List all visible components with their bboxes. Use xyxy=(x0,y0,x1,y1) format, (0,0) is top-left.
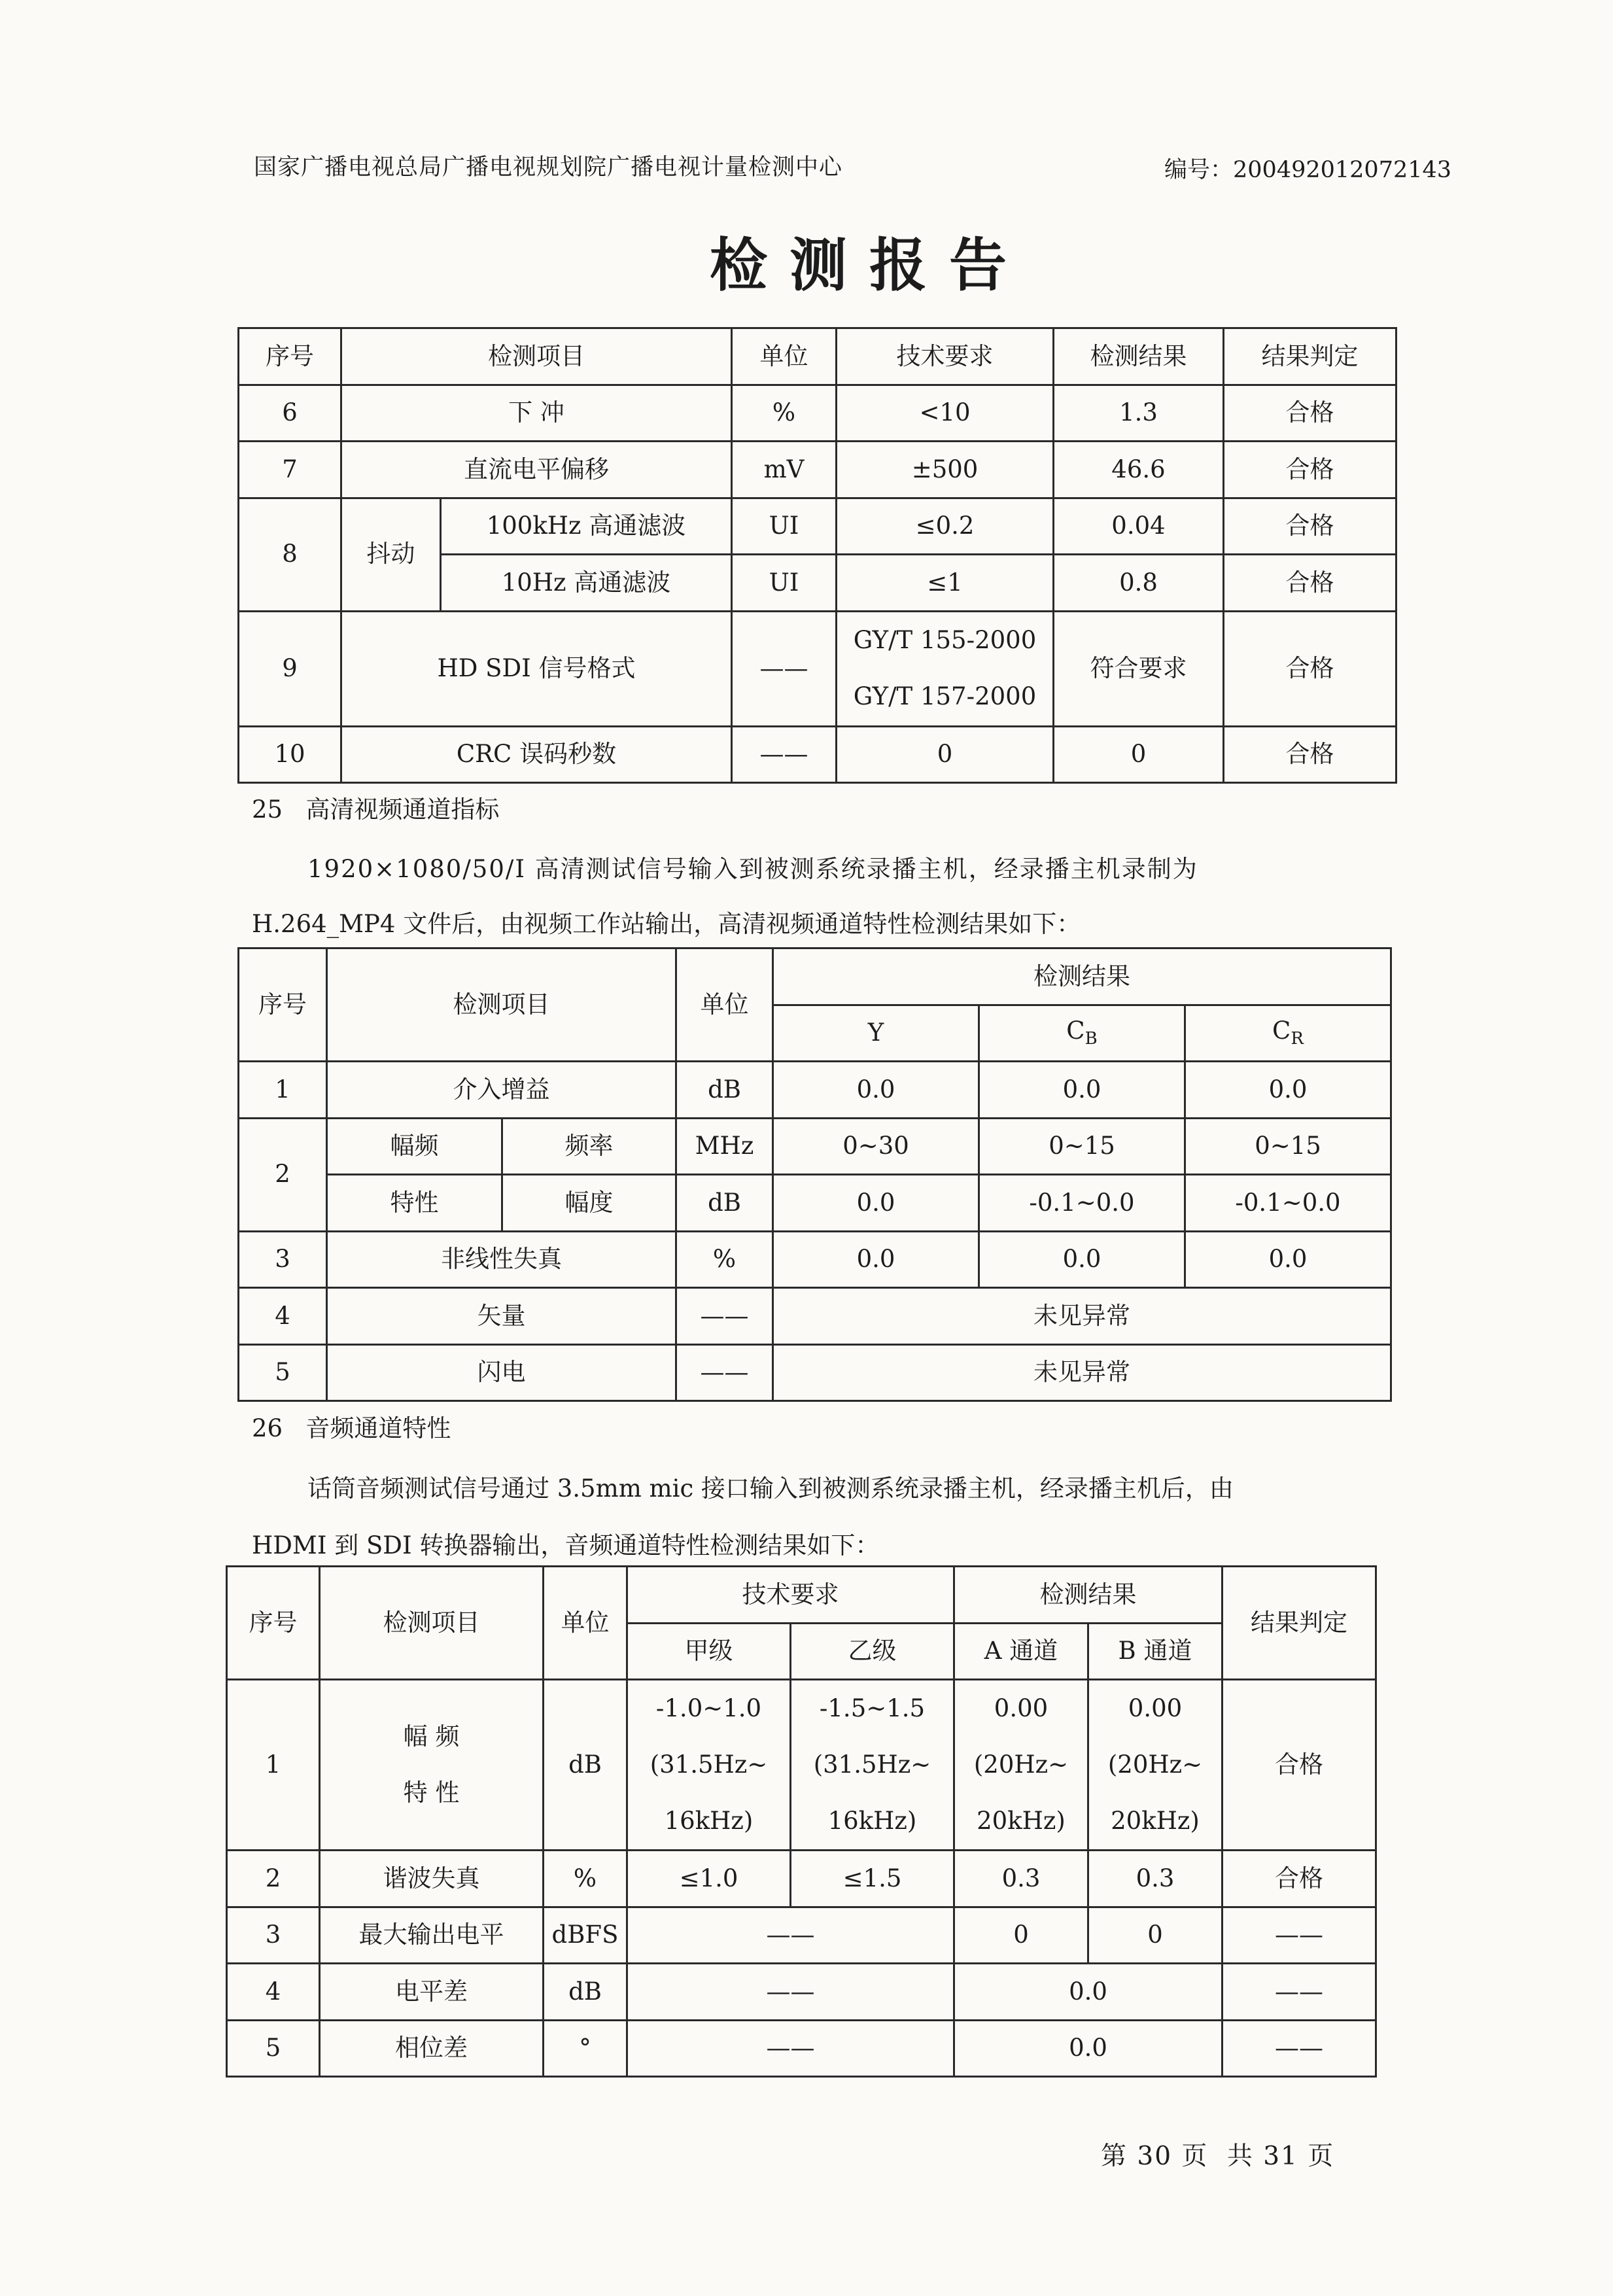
test-item: 矢量 xyxy=(327,1288,676,1345)
unit-cell: % xyxy=(544,1851,627,1907)
table-row xyxy=(227,1964,1376,2021)
cell-line: 20kHz) xyxy=(1111,1807,1200,1835)
table-header-row xyxy=(239,328,1396,385)
table-header-row xyxy=(227,1567,1376,1624)
test-item: 幅度 xyxy=(502,1175,676,1232)
header-cell: 检测项目 xyxy=(341,328,732,385)
result-channel-a: 0.3 xyxy=(954,1851,1088,1907)
test-item: 相位差 xyxy=(320,2020,544,2077)
test-item: 介入增益 xyxy=(327,1062,676,1119)
unit-cell: —— xyxy=(676,1288,773,1345)
cell-line: -1.5~1.5 xyxy=(819,1694,926,1722)
requirement-cell: <10 xyxy=(837,385,1054,442)
result-cb: 0.0 xyxy=(979,1062,1185,1119)
table-row xyxy=(239,442,1396,498)
test-group: 幅频 xyxy=(327,1118,502,1175)
unit-cell: dB xyxy=(676,1062,773,1119)
cell-line: (20Hz~ xyxy=(1107,1750,1203,1779)
audio-channel-table xyxy=(226,1565,1377,2078)
table-row xyxy=(239,726,1396,783)
result-y: 0.0 xyxy=(773,1062,979,1119)
header-cell: 检测结果 xyxy=(954,1567,1223,1624)
result-channel-b: 0.3 xyxy=(1088,1851,1223,1907)
header-cell: Y xyxy=(773,1005,979,1062)
section-26-heading xyxy=(252,1408,451,1444)
requirement-cell: 0 xyxy=(837,726,1054,783)
test-item: 电平差 xyxy=(320,1964,544,2021)
row-number: 6 xyxy=(239,385,341,442)
unit-cell: ° xyxy=(544,2020,627,2077)
requirement-cell: —— xyxy=(627,2020,954,2077)
row-number: 7 xyxy=(239,442,341,498)
report-number-value: 200492012072143 xyxy=(1233,157,1452,183)
section-25-heading xyxy=(252,790,499,825)
header-cell: 单位 xyxy=(732,328,837,385)
row-number: 2 xyxy=(239,1118,327,1231)
section-title: 音频通道特性 xyxy=(305,1414,451,1442)
cell-line: 20kHz) xyxy=(977,1807,1066,1835)
result-cr: -0.1~0.0 xyxy=(1185,1175,1391,1232)
section-26-text-line-2: HDMI 到 SDI 转换器输出，音频通道特性检测结果如下： xyxy=(252,1531,880,1559)
header-cell: 序号 xyxy=(239,328,341,385)
verdict-cell: 合格 xyxy=(1224,726,1396,783)
verdict-cell: —— xyxy=(1223,1964,1376,2021)
result-cell: 0.0 xyxy=(954,1964,1223,2021)
verdict-cell: 合格 xyxy=(1223,1680,1376,1851)
header-cell: A 通道 xyxy=(954,1623,1088,1680)
result-cell: 46.6 xyxy=(1054,442,1224,498)
result-cell: 0.8 xyxy=(1054,555,1224,612)
cell-line: (20Hz~ xyxy=(973,1750,1069,1779)
table-row xyxy=(239,1175,1391,1232)
report-number xyxy=(1164,152,1451,184)
test-item: 最大输出电平 xyxy=(320,1907,544,1964)
table-row xyxy=(227,1907,1376,1964)
section-number: 25 xyxy=(252,795,283,824)
cell-line: (31.5Hz~ xyxy=(813,1750,931,1779)
verdict-cell: —— xyxy=(1223,1907,1376,1964)
test-item-line: 幅 频 xyxy=(403,1722,460,1750)
page-total: 共 31 页 xyxy=(1226,2142,1335,2171)
result-cb: -0.1~0.0 xyxy=(979,1175,1185,1232)
hd-video-channel-table xyxy=(237,947,1392,1402)
result-y: 0.0 xyxy=(773,1175,979,1232)
organization-name: 国家广播电视总局广播电视规划院广播电视计量检测中心 xyxy=(254,154,843,181)
requirement-line: GY/T 157-2000 xyxy=(853,682,1037,710)
result-cb: 0~15 xyxy=(979,1118,1185,1175)
unit-cell: dB xyxy=(544,1964,627,2021)
test-group: 特性 xyxy=(327,1175,502,1232)
header-cell: 结果判定 xyxy=(1224,328,1396,385)
header-text: C xyxy=(1272,1017,1291,1045)
test-item-line: 特 性 xyxy=(403,1779,460,1807)
header-cell: 单位 xyxy=(676,948,773,1062)
unit-cell: % xyxy=(676,1231,773,1288)
result-cell: 0.0 xyxy=(954,2020,1223,2077)
table-row xyxy=(239,1231,1391,1288)
test-results-table-1 xyxy=(237,327,1397,784)
header-cell: 甲级 xyxy=(627,1623,791,1680)
result-cell: 1.3 xyxy=(1054,385,1224,442)
result-cell: 0.04 xyxy=(1054,498,1224,555)
section-title: 高清视频通道指标 xyxy=(305,795,500,824)
section-25-text-line-1: 1920×1080/50/I 高清测试信号输入到被测系统录播主机，经录播主机录制为 xyxy=(307,855,1198,883)
row-number: 1 xyxy=(239,1062,327,1119)
test-item: 下 冲 xyxy=(341,385,732,442)
row-number: 1 xyxy=(227,1680,320,1851)
requirement-cell: ±500 xyxy=(837,442,1054,498)
result-cell: 0 xyxy=(1054,726,1224,783)
section-number: 26 xyxy=(252,1414,283,1442)
table-row xyxy=(239,1118,1391,1175)
table-row xyxy=(239,1344,1391,1401)
requirement-cell: ≤1 xyxy=(837,555,1054,612)
verdict-cell: 合格 xyxy=(1224,555,1396,612)
header-cell: 技术要求 xyxy=(837,328,1054,385)
result-cell: 未见异常 xyxy=(773,1344,1391,1401)
row-number: 5 xyxy=(227,2020,320,2077)
unit-cell: —— xyxy=(676,1344,773,1401)
test-item: 100kHz 高通滤波 xyxy=(441,498,732,555)
unit-cell: dBFS xyxy=(544,1907,627,1964)
unit-cell: dB xyxy=(676,1175,773,1232)
unit-cell: MHz xyxy=(676,1118,773,1175)
verdict-cell: 合格 xyxy=(1224,385,1396,442)
result-y: 0~30 xyxy=(773,1118,979,1175)
result-channel-a xyxy=(954,1680,1088,1851)
requirement-cell: ≤0.2 xyxy=(837,498,1054,555)
section-26-text-line-1: 话筒音频测试信号通过 3.5mm mic 接口输入到被测系统录播主机，经录播主机后，由 xyxy=(307,1474,1234,1503)
header-cell: 乙级 xyxy=(791,1623,954,1680)
header-cell: 序号 xyxy=(239,948,327,1062)
header-subscript: R xyxy=(1291,1029,1304,1049)
header-text: C xyxy=(1066,1017,1085,1045)
cell-line: 16kHz) xyxy=(827,1807,917,1835)
page-title: 检测报告 xyxy=(710,231,1030,299)
unit-cell: mV xyxy=(732,442,837,498)
page-number: 第 30 页 xyxy=(1101,2142,1209,2171)
verdict-cell: 合格 xyxy=(1224,442,1396,498)
requirement-cell: —— xyxy=(627,1907,954,1964)
header-cell: 检测项目 xyxy=(320,1567,544,1680)
result-cell: 符合要求 xyxy=(1054,611,1224,726)
result-cr: 0.0 xyxy=(1185,1062,1391,1119)
requirement-grade-b: ≤1.5 xyxy=(791,1851,954,1907)
test-group: 抖动 xyxy=(341,498,441,611)
unit-cell: dB xyxy=(544,1680,627,1851)
cell-line: 0.00 xyxy=(1128,1694,1183,1722)
table-header-row xyxy=(239,948,1391,1005)
requirement-cell: —— xyxy=(627,1964,954,2021)
cell-line: (31.5Hz~ xyxy=(650,1750,768,1779)
requirement-cell xyxy=(837,611,1054,726)
result-y: 0.0 xyxy=(773,1231,979,1288)
test-item xyxy=(320,1680,544,1851)
test-item: 直流电平偏移 xyxy=(341,442,732,498)
result-cell: 未见异常 xyxy=(773,1288,1391,1345)
test-item: 频率 xyxy=(502,1118,676,1175)
report-number-label: 编号： xyxy=(1164,157,1234,183)
header-cell: 检测结果 xyxy=(1054,328,1224,385)
table-row xyxy=(239,385,1396,442)
table-row xyxy=(239,498,1396,555)
cell-line: 0.00 xyxy=(994,1694,1049,1722)
row-number: 4 xyxy=(227,1964,320,2021)
test-item: 10Hz 高通滤波 xyxy=(441,555,732,612)
row-number: 8 xyxy=(239,498,341,611)
requirement-grade-b xyxy=(791,1680,954,1851)
table-row xyxy=(227,1851,1376,1907)
requirement-grade-a xyxy=(627,1680,791,1851)
verdict-cell: 合格 xyxy=(1223,1851,1376,1907)
row-number: 9 xyxy=(239,611,341,726)
header-cell: 检测结果 xyxy=(773,948,1391,1005)
row-number: 10 xyxy=(239,726,341,783)
verdict-cell: —— xyxy=(1223,2020,1376,2077)
row-number: 5 xyxy=(239,1344,327,1401)
page-footer xyxy=(1101,2136,1344,2172)
row-number: 3 xyxy=(239,1231,327,1288)
result-channel-b xyxy=(1088,1680,1223,1851)
result-cr: 0~15 xyxy=(1185,1118,1391,1175)
header-cell: B 通道 xyxy=(1088,1623,1223,1680)
header-cell: 序号 xyxy=(227,1567,320,1680)
table-row xyxy=(227,1680,1376,1851)
cell-line: -1.0~1.0 xyxy=(655,1694,762,1722)
unit-cell: % xyxy=(732,385,837,442)
result-cb: 0.0 xyxy=(979,1231,1185,1288)
test-item: 非线性失真 xyxy=(327,1231,676,1288)
test-item: CRC 误码秒数 xyxy=(341,726,732,783)
table-row xyxy=(239,611,1396,726)
row-number: 4 xyxy=(239,1288,327,1345)
header-subscript: B xyxy=(1084,1029,1098,1049)
test-item: 谐波失真 xyxy=(320,1851,544,1907)
unit-cell: —— xyxy=(732,726,837,783)
header-cell: 结果判定 xyxy=(1223,1567,1376,1680)
table-row xyxy=(239,1062,1391,1119)
requirement-grade-a: ≤1.0 xyxy=(627,1851,791,1907)
requirement-line: GY/T 155-2000 xyxy=(853,626,1037,654)
test-item: 闪电 xyxy=(327,1344,676,1401)
header-cell: 检测项目 xyxy=(327,948,676,1062)
row-number: 3 xyxy=(227,1907,320,1964)
section-25-text-line-2: H.264_MP4 文件后，由视频工作站输出，高清视频通道特性检测结果如下： xyxy=(252,910,1081,938)
table-row xyxy=(239,1288,1391,1345)
result-cr: 0.0 xyxy=(1185,1231,1391,1288)
unit-cell: UI xyxy=(732,555,837,612)
header-cell xyxy=(1185,1005,1391,1062)
result-channel-a: 0 xyxy=(954,1907,1088,1964)
verdict-cell: 合格 xyxy=(1224,498,1396,555)
header-cell: 单位 xyxy=(544,1567,627,1680)
header-cell xyxy=(979,1005,1185,1062)
cell-line: 16kHz) xyxy=(664,1807,754,1835)
result-channel-b: 0 xyxy=(1088,1907,1223,1964)
unit-cell: UI xyxy=(732,498,837,555)
table-row xyxy=(227,2020,1376,2077)
row-number: 2 xyxy=(227,1851,320,1907)
header-cell: 技术要求 xyxy=(627,1567,954,1624)
verdict-cell: 合格 xyxy=(1224,611,1396,726)
test-item: HD SDI 信号格式 xyxy=(341,611,732,726)
unit-cell: —— xyxy=(732,611,837,726)
